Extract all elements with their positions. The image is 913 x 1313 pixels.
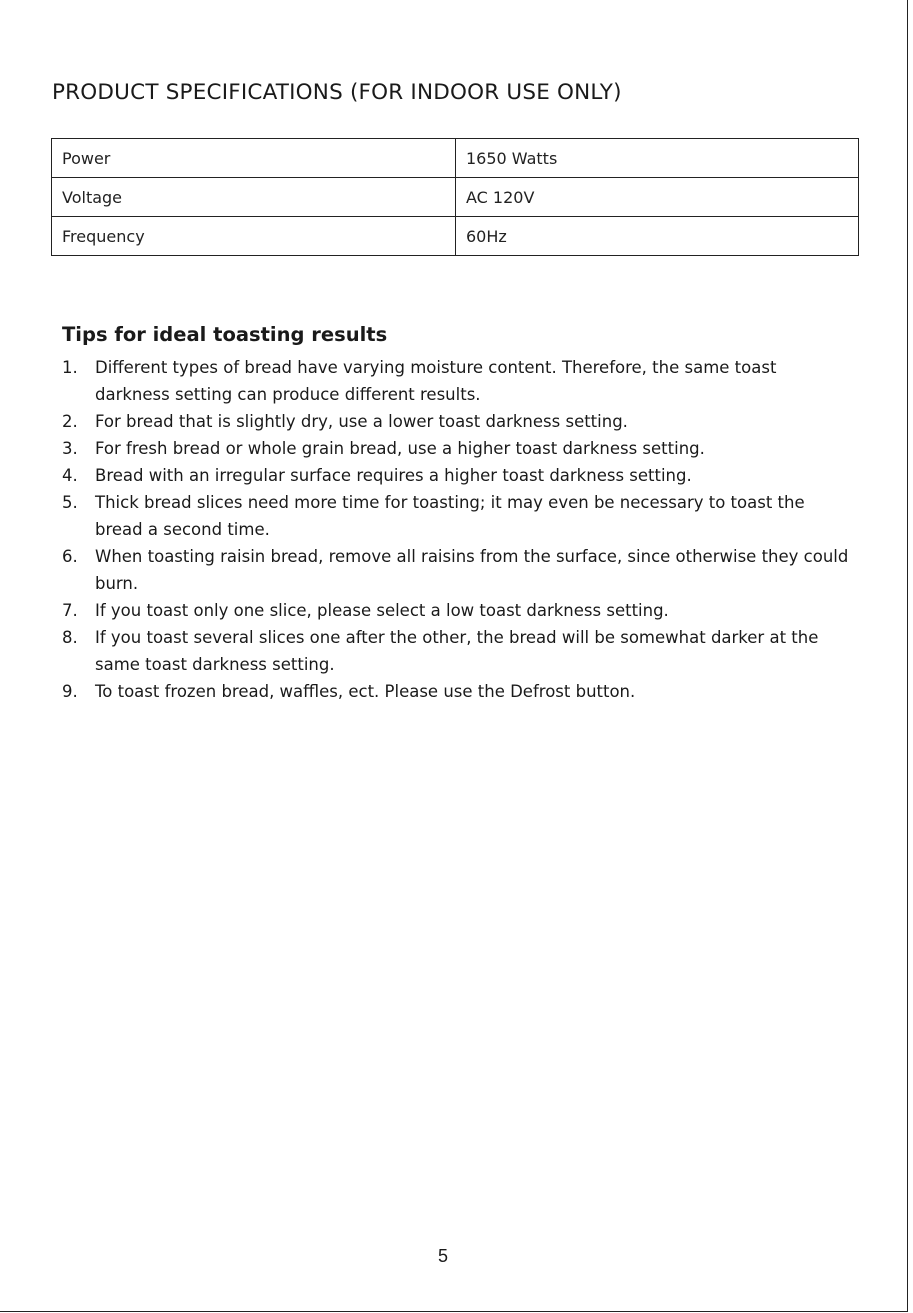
spec-row-voltage bbox=[52, 178, 859, 217]
tip-item bbox=[62, 435, 862, 462]
tip-text: To toast frozen bread, waffles, ect. Please use the Defrost button. bbox=[95, 682, 636, 701]
spec-value: 1650 Watts bbox=[456, 139, 859, 178]
tip-text: When toasting raisin bread, remove all raisins from the surface, since otherwise they could burn. bbox=[95, 547, 849, 593]
tip-item bbox=[62, 678, 862, 705]
spec-label: Frequency bbox=[52, 217, 456, 256]
tips-list bbox=[62, 354, 862, 705]
tip-number: 8. bbox=[62, 628, 78, 647]
tip-number: 2. bbox=[62, 412, 78, 431]
tip-text: Bread with an irregular surface requires a higher toast darkness setting. bbox=[95, 466, 692, 485]
tip-number: 4. bbox=[62, 466, 78, 485]
tip-text: For bread that is slightly dry, use a lower toast darkness setting. bbox=[95, 412, 628, 431]
tip-text: Thick bread slices need more time for toasting; it may even be necessary to toast the bread a second time. bbox=[95, 493, 805, 539]
specifications-heading: PRODUCT SPECIFICATIONS (FOR INDOOR USE ONLY) bbox=[52, 80, 622, 105]
page-number: 5 bbox=[437, 1246, 448, 1266]
tip-number: 9. bbox=[62, 682, 78, 701]
tip-item bbox=[62, 354, 862, 408]
spec-label: Voltage bbox=[52, 178, 456, 217]
tip-item bbox=[62, 543, 862, 597]
spec-row-frequency bbox=[52, 217, 859, 256]
tip-text: If you toast only one slice, please select a low toast darkness setting. bbox=[95, 601, 669, 620]
tip-text: If you toast several slices one after the other, the bread will be somewhat darker at the same toast darkness setting. bbox=[95, 628, 819, 674]
tip-number: 7. bbox=[62, 601, 78, 620]
tips-title: Tips for ideal toasting results bbox=[62, 323, 388, 346]
spec-label: Power bbox=[52, 139, 456, 178]
tip-number: 5. bbox=[62, 493, 78, 512]
tip-item bbox=[62, 408, 862, 435]
page-edge-bottom bbox=[0, 1311, 908, 1312]
tip-number: 6. bbox=[62, 547, 78, 566]
tip-number: 3. bbox=[62, 439, 78, 458]
spec-value: 60Hz bbox=[456, 217, 859, 256]
tip-item bbox=[62, 489, 862, 543]
tip-text: For fresh bread or whole grain bread, use a higher toast darkness setting. bbox=[95, 439, 705, 458]
tip-item bbox=[62, 462, 862, 489]
tips-section bbox=[62, 320, 862, 705]
tip-item bbox=[62, 597, 862, 624]
specifications-table bbox=[51, 138, 859, 256]
tip-item bbox=[62, 624, 862, 678]
spec-row-power bbox=[52, 139, 859, 178]
page-edge-right bbox=[907, 0, 908, 1312]
spec-value: AC 120V bbox=[456, 178, 859, 217]
tip-text: Different types of bread have varying moisture content. Therefore, the same toast darkness setting can produce different results. bbox=[95, 358, 777, 404]
tip-number: 1. bbox=[62, 358, 78, 377]
